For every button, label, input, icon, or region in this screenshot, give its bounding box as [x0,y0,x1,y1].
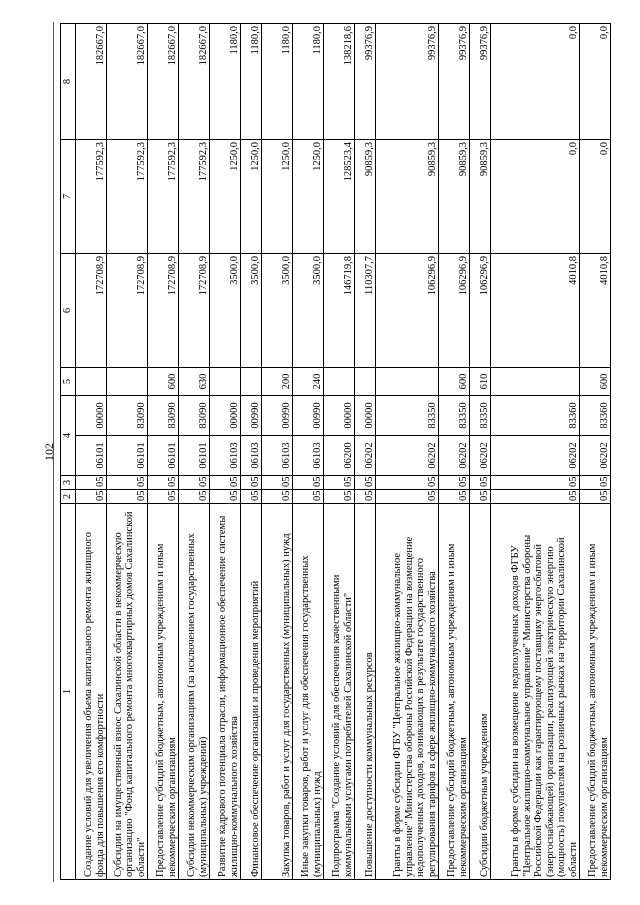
cell-c5: 610 [470,368,491,396]
cell-c6: 110307,7 [355,254,376,368]
cell-c7: 177592,3 [107,140,148,254]
cell-c5 [107,368,148,396]
cell-c6: 3500,0 [210,254,241,368]
cell-c4a: 06202 [580,436,611,476]
table-row [148,24,179,880]
page-number: 102 [42,443,56,461]
cell-c7: 0,0 [580,140,611,254]
cell-c8: 1180,0 [262,24,293,140]
cell-c8: 99376,9 [355,24,376,140]
cell-c2: 05 [580,490,611,504]
cell-c4a: 06202 [355,436,376,476]
cell-c4a: 06103 [241,436,262,476]
table-row [210,24,241,880]
table-body [76,24,611,880]
cell-c3: 05 [107,476,148,490]
cell-name: Создание условий для увеличения объема капитального ремонта жилищного фонда для повышения его комфортности [76,504,107,880]
cell-name: Предоставление субсидий бюджетным, автономным учреждениям и иным некоммерческим организациям [580,504,611,880]
cell-c6: 172708,9 [179,254,210,368]
cell-c6: 106296,9 [470,254,491,368]
cell-c6: 4010,8 [491,254,580,368]
cell-c2: 05 [76,490,107,504]
cell-name: Развитие кадрового потенциала отрасли, информационное обеспечение системы жилищно-коммунального хозяйства [210,504,241,880]
cell-c6: 172708,9 [107,254,148,368]
cell-c6: 3500,0 [241,254,262,368]
cell-c4a: 06101 [76,436,107,476]
cell-c7: 90859,3 [439,140,470,254]
cell-c4b: 83350 [439,396,470,436]
cell-c5 [376,368,439,396]
col-header-5: 5 [61,368,76,396]
cell-c4a: 06103 [293,436,324,476]
cell-c2: 05 [470,490,491,504]
cell-c5 [210,368,241,396]
cell-c5 [324,368,355,396]
cell-name: Субсидии на имущественный взнос Сахалинской области в некоммерческую организацию "Фонд капитального ремонта многоквартирных домов Сахалинской области" [107,504,148,880]
cell-name: Предоставление субсидий бюджетным, автономным учреждениям и иным некоммерческим организациям [439,504,470,880]
cell-c5: 240 [293,368,324,396]
cell-c2: 05 [107,490,148,504]
cell-name: Субсидии некоммерческим организациям (за исключением государственных (муниципальных) учреждений) [179,504,210,880]
cell-c5: 600 [148,368,179,396]
cell-c3: 05 [179,476,210,490]
header-row [61,24,76,880]
cell-c4b: 00990 [262,396,293,436]
cell-c2: 05 [241,490,262,504]
cell-c4b: 83090 [148,396,179,436]
cell-c6: 3500,0 [293,254,324,368]
rotated-document-page [40,22,610,882]
cell-c4a: 06103 [262,436,293,476]
cell-c7: 90859,3 [355,140,376,254]
cell-c4b: 83360 [491,396,580,436]
cell-c7: 1250,0 [293,140,324,254]
cell-c6: 172708,9 [76,254,107,368]
cell-c6: 4010,8 [580,254,611,368]
cell-c6: 106296,9 [439,254,470,368]
cell-name: Иные закупки товаров, работ и услуг для обеспечения государственных (муниципальных) нужд [293,504,324,880]
cell-c8: 99376,9 [376,24,439,140]
cell-c3: 05 [241,476,262,490]
table-row [355,24,376,880]
cell-c8: 1180,0 [293,24,324,140]
cell-c5 [241,368,262,396]
cell-c7: 177592,3 [179,140,210,254]
cell-c8: 182667,0 [148,24,179,140]
cell-name: Закупка товаров, работ и услуг для государственных (муниципальных) нужд [262,504,293,880]
budget-table [60,23,611,880]
cell-c3: 05 [376,476,439,490]
cell-c5 [355,368,376,396]
cell-c3: 05 [491,476,580,490]
cell-c3: 05 [210,476,241,490]
cell-c8: 182667,0 [179,24,210,140]
cell-c2: 05 [293,490,324,504]
scan-line [53,22,54,882]
cell-c4b: 00000 [324,396,355,436]
cell-c4a: 06200 [324,436,355,476]
table-row [76,24,107,880]
cell-c7: 90859,3 [470,140,491,254]
cell-c4a: 06101 [179,436,210,476]
cell-name: Предоставление субсидий бюджетным, автономным учреждениям и иным некоммерческим организациям [148,504,179,880]
cell-c7: 1250,0 [241,140,262,254]
cell-c3: 05 [580,476,611,490]
cell-c2: 05 [148,490,179,504]
cell-c4b: 83090 [107,396,148,436]
cell-c6: 146719,8 [324,254,355,368]
cell-c7: 1250,0 [262,140,293,254]
cell-c3: 05 [355,476,376,490]
cell-c5 [76,368,107,396]
cell-c8: 99376,9 [470,24,491,140]
table-row [179,24,210,880]
cell-c7: 177592,3 [148,140,179,254]
table-row [293,24,324,880]
cell-c3: 05 [76,476,107,490]
table-row [107,24,148,880]
cell-c8: 1180,0 [210,24,241,140]
table-row [324,24,355,880]
cell-name: Повышение доступности коммунальных ресурсов [355,504,376,880]
table-row [580,24,611,880]
cell-c7: 90859,3 [376,140,439,254]
cell-c3: 05 [262,476,293,490]
cell-c4a: 06103 [210,436,241,476]
cell-c4a: 06202 [470,436,491,476]
cell-c2: 05 [210,490,241,504]
cell-c3: 05 [324,476,355,490]
cell-c3: 05 [470,476,491,490]
col-header-3: 3 [61,476,76,490]
cell-c2: 05 [179,490,210,504]
col-header-7: 7 [61,140,76,254]
cell-c4b: 83350 [376,396,439,436]
cell-name: Финансовое обеспечение организации и проведения мероприятий [241,504,262,880]
cell-c2: 05 [262,490,293,504]
cell-c3: 05 [293,476,324,490]
cell-c4a: 06202 [439,436,470,476]
cell-c4b: 00990 [293,396,324,436]
col-header-4: 4 [61,396,76,476]
cell-c4a: 06202 [376,436,439,476]
cell-c4b: 00000 [76,396,107,436]
cell-c8: 138218,6 [324,24,355,140]
cell-c7: 177592,3 [76,140,107,254]
cell-c4a: 06202 [491,436,580,476]
cell-c5: 600 [439,368,470,396]
cell-name: Подпрограмма "Создание условий для обеспечения качественными коммунальными услугами потребителей Сахалинской области" [324,504,355,880]
cell-c2: 05 [355,490,376,504]
cell-c8: 0,0 [580,24,611,140]
cell-c4b: 00000 [355,396,376,436]
col-header-2: 2 [61,490,76,504]
cell-c8: 99376,9 [439,24,470,140]
cell-c2: 05 [439,490,470,504]
cell-c4a: 06101 [107,436,148,476]
cell-c7: 1250,0 [210,140,241,254]
cell-c6: 106296,9 [376,254,439,368]
col-header-6: 6 [61,254,76,368]
cell-c2: 05 [491,490,580,504]
cell-c5: 200 [262,368,293,396]
col-header-1: 1 [61,504,76,880]
cell-c5 [491,368,580,396]
cell-c2: 05 [376,490,439,504]
table-row [491,24,580,880]
cell-c3: 05 [439,476,470,490]
table-row [262,24,293,880]
col-header-8: 8 [61,24,76,140]
cell-c4b: 83350 [470,396,491,436]
table-row [241,24,262,880]
cell-c4a: 06101 [148,436,179,476]
cell-name: Гранты в форме субсидии ФГБУ "Центральное жилищно-коммунальное управление" Министерства обороны Российской Федерации на возмещение недополученных доходов, возникающих в результате государственного регулирования тарифов в сфере жилищно-коммунального хозяйства [376,504,439,880]
cell-c2: 05 [324,490,355,504]
cell-c8: 0,0 [491,24,580,140]
table-row [439,24,470,880]
cell-c4b: 83360 [580,396,611,436]
cell-c5: 630 [179,368,210,396]
cell-c4b: 00000 [210,396,241,436]
cell-name: Гранты в форме субсидии на возмещение недополученных доходов ФГБУ "Центральное жилищно-коммунальное управление" Министерства обороны Российской Федерации как гарантирующему поставщику энергосбытовой (энергоснабжающей) организации, реализующей электрическую энергию (мощность) покупателям на розничных рынках на территории Сахалинской области [491,504,580,880]
cell-c7: 0,0 [491,140,580,254]
cell-c7: 128523,4 [324,140,355,254]
cell-name: Субсидии бюджетным учреждениям [470,504,491,880]
cell-c4b: 83090 [179,396,210,436]
cell-c6: 3500,0 [262,254,293,368]
cell-c4b: 00990 [241,396,262,436]
table-row [470,24,491,880]
cell-c5: 600 [580,368,611,396]
cell-c6: 172708,9 [148,254,179,368]
table-row [376,24,439,880]
cell-c3: 05 [148,476,179,490]
cell-c8: 182667,0 [76,24,107,140]
cell-c8: 182667,0 [107,24,148,140]
cell-c8: 1180,0 [241,24,262,140]
